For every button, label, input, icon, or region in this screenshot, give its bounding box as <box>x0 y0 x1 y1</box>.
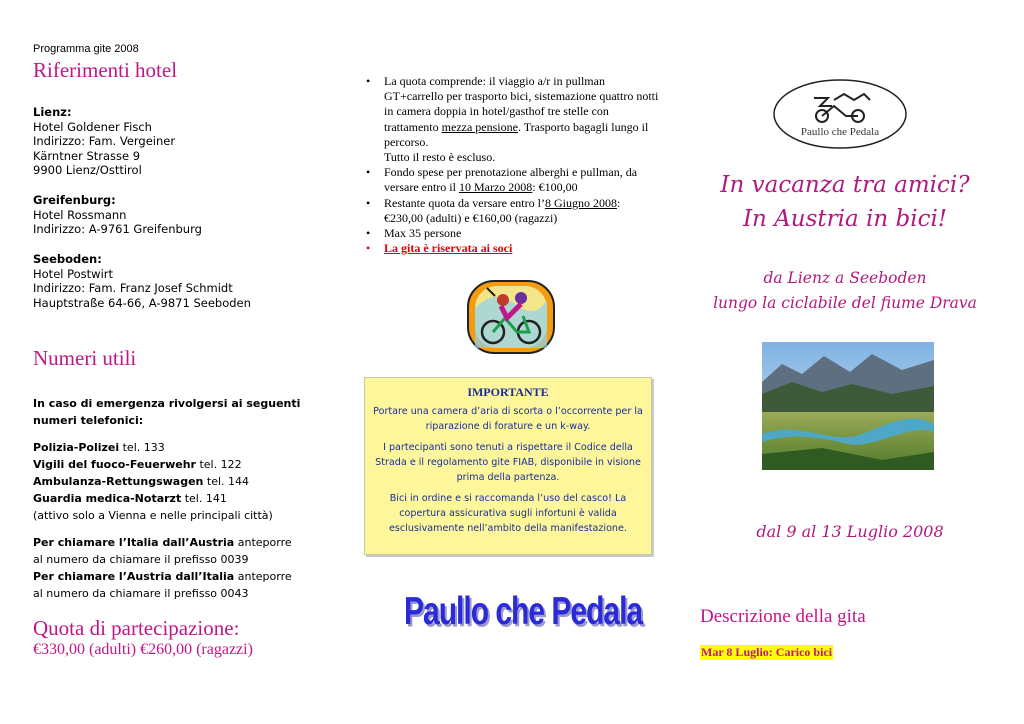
cover-title-line1: In vacanza tra amici? <box>720 172 970 198</box>
cover-title-line2: In Austria in bici! <box>742 206 948 232</box>
importante-box <box>364 377 652 555</box>
hotel-seeboden-label: Seeboden: <box>33 252 102 266</box>
bullet-text: Max 35 persone <box>384 226 462 241</box>
number-row-0 <box>33 439 323 456</box>
bullet-text: Restante quota da versare entro l’ <box>384 195 545 210</box>
hotel-lienz-street: Kärntner Strasse 9 <box>33 148 141 163</box>
call-austria-bold: Per chiamare l’Austria dall’Italia <box>33 570 235 583</box>
logo-text: Paullo che Pedala <box>800 126 880 138</box>
bullet-fondo-spese <box>362 165 660 195</box>
cover-route-line1: da Lienz a Seeboden <box>763 269 927 287</box>
cyclists-clipart <box>465 278 557 356</box>
number-tel: tel. 122 <box>195 458 242 471</box>
number-row-1 <box>33 456 323 473</box>
importante-p2: I partecipanti sono tenuti a rispettare il Codice della Strada e il regolamento gite FIAB, disponibile in visione prima della partenza. <box>375 442 641 483</box>
numbers-intro: In caso di emergenza rivolgersi ai seguenti numeri telefonici: <box>33 397 301 427</box>
bullet-underline: 10 Marzo 2008 <box>458 180 533 195</box>
description-day1: Mar 8 Luglio: Carico bici <box>701 645 833 659</box>
cover-title <box>700 168 990 236</box>
bullet-restante-quota <box>362 196 660 226</box>
cover-route <box>695 266 995 316</box>
cover-dates: dal 9 al 13 Luglio 2008 <box>756 522 944 541</box>
number-row-3 <box>33 490 323 507</box>
hotel-seeboden <box>33 252 333 310</box>
hotel-greifenburg-label: Greifenburg: <box>33 193 116 207</box>
number-tel: tel. 141 <box>181 492 227 505</box>
call-austria-prefix: al numero da chiamare il prefisso 0043 <box>33 587 249 600</box>
cover-route-line2: lungo la ciclabile del fiume Drava <box>713 294 977 312</box>
call-austria <box>33 568 323 585</box>
hotel-lienz-city: 9900 Lienz/Osttirol <box>33 163 142 177</box>
bullet-quota-comprende <box>362 74 660 165</box>
call-italy-rest: anteporre <box>234 536 292 549</box>
numbers-title: Numeri utili <box>33 346 137 370</box>
number-row-2 <box>33 473 323 490</box>
hotel-seeboden-contact: Indirizzo: Fam. Franz Josef Schmidt <box>33 281 233 295</box>
number-name: Polizia-Polizei <box>33 441 120 454</box>
importante-title: IMPORTANTE <box>467 385 549 399</box>
call-austria-rest: anteporre <box>234 570 292 583</box>
program-label: Programma gite 2008 <box>33 43 139 55</box>
importante-p3: Bici in ordine e si raccomanda l’uso del casco! La copertura assicurativa sugli infortuni è valida esclusivamente nell’ambito della manifestazione. <box>389 493 627 534</box>
club-logo <box>772 78 908 150</box>
hotel-lienz-contact: Indirizzo: Fam. Vergeiner <box>33 134 176 148</box>
numbers-note: (attivo solo a Vienna e nelle principali città) <box>33 509 273 522</box>
hotel-seeboden-street: Hauptstraße 64-66, A-9871 Seeboden <box>33 295 251 310</box>
hotel-lienz <box>33 105 333 178</box>
hotel-lienz-name: Hotel Goldener Fisch <box>33 119 152 134</box>
bullet-riservata-soci <box>362 241 660 256</box>
call-italy <box>33 534 323 551</box>
hotel-greifenburg-address: Indirizzo: A-9761 Greifenburg <box>33 222 202 236</box>
hotels-title: Riferimenti hotel <box>33 58 178 82</box>
description-title: Descrizione della gita <box>700 606 866 627</box>
hotel-greifenburg <box>33 193 333 237</box>
wordart-text: Paullo che Pedala <box>404 590 643 633</box>
hotel-greifenburg-name: Hotel Rossmann <box>33 207 127 222</box>
bullet-text: La gita è riservata ai soci <box>384 241 513 256</box>
call-italy-bold: Per chiamare l’Italia dall’Austria <box>33 536 235 549</box>
number-tel: tel. 144 <box>203 475 250 488</box>
quota-title: Quota di partecipazione: <box>33 616 240 640</box>
bullet-text: La quota comprende: il viaggio a/r in pullman GT+carrello per trasporto bici, sistemazione quattro notti in camera doppia in hotel/gasthof tre stelle con trattamento <box>384 74 659 134</box>
bullet-text: : €100,00 <box>532 180 578 195</box>
bullet-underline: 8 Giugno 2008 <box>544 195 617 210</box>
bullet-text: Fondo spese per prenotazione alberghi e pullman, da versare entro il <box>384 165 638 195</box>
number-tel: tel. 133 <box>119 441 165 454</box>
call-italy-prefix: al numero da chiamare il prefisso 0039 <box>33 553 249 566</box>
importante-p1: Portare una camera d’aria di scorta o l’occorrente per la riparazione di forature e un k-way. <box>373 406 643 432</box>
landscape-photo <box>762 342 934 470</box>
wordart-title <box>404 590 643 638</box>
bullet-underline: mezza pensione <box>441 119 518 134</box>
bullet-text: . Trasporto bagagli lungo il percorso. <box>384 119 649 149</box>
numbers-section <box>33 395 323 602</box>
bullet-max-persone <box>362 226 660 241</box>
quota-price: €330,00 (adulti) €260,00 (ragazzi) <box>33 641 253 658</box>
bullet-text: Tutto il resto è escluso. <box>384 150 496 165</box>
bullet-text: : €230,00 (adulti) e €160,00 (ragazzi) <box>384 195 621 225</box>
number-name: Ambulanza-Rettungswagen <box>33 475 204 488</box>
hotel-seeboden-name: Hotel Postwirt <box>33 266 114 281</box>
info-bullets <box>362 74 660 256</box>
hotel-lienz-label: Lienz: <box>33 105 72 119</box>
number-name: Vigili del fuoco-Feuerwehr <box>33 458 196 471</box>
number-name: Guardia medica-Notarzt <box>33 492 182 505</box>
